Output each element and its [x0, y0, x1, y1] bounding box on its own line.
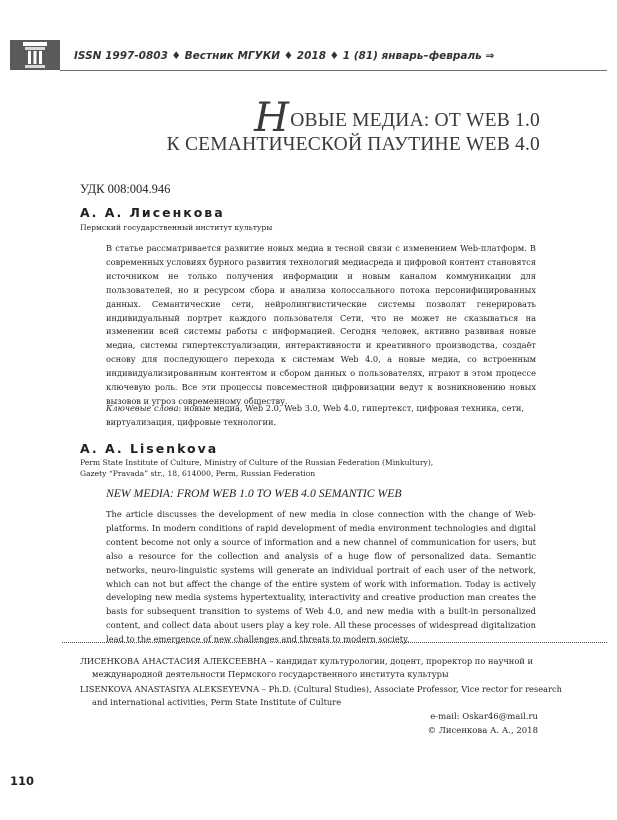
author-email: e-mail: Oskar46@mail.ru — [430, 712, 538, 722]
author-bio-en: LISENKOVA ANASTASIYA ALEKSEYEVNA – Ph.D. (Cultural Studies), Associate Professor, Vice rector for research and international activities, Perm State Institute of Culture — [80, 684, 563, 708]
abstract-ru: В статье рассматривается развитие новых медиа в тесной связи с изменением Web-платформ. В современных условиях бурного развития технологий медиасреда и цифровой контент становятся источником не только получения информации и новым каналом коммуникации для пользователей, но и ресурсом сбора и анализа колоссального потока персонифицированных данных. Семантические сети, нейролингвистические системы позволят генерировать индивидуальный портрет каждого пользователя Сети, что не может не сказываться на изменении всей системы работы с информацией. Сегодня человек, активно развивая новые медиа, системы гипертекстуализации, интерактивности и креативного производства, создаёт основу для последующего перехода к системам Web 4.0, а новые медиа, со встроенным индивидуализированным контентом и сбором данных о пользователях, играют в этом процессе ключевую роль. Все эти процессы повсеместной цифровизации ведут к возникновению новых вызовов и угроз современному обществу. — [106, 243, 536, 406]
journal-logo — [10, 40, 60, 70]
keywords-ru — [106, 402, 536, 430]
author-bio-ru: ЛИСЕНКОВА АНАСТАСИЯ АЛЕКСЕЕВНА – кандидат культурологии, доцент, проректор по научной и международной деятельности Пермского государственного института культуры — [80, 656, 534, 680]
keywords-text: : новые медиа, Web 2.0, Web 3.0, Web 4.0, гипертекст, цифровая техника, сети, виртуализация, цифровые технологии. — [106, 403, 525, 427]
copyright: © Лисенкова А. А., 2018 — [427, 726, 538, 736]
header-rule — [60, 70, 607, 71]
udk-code: УДК 008:004.946 — [80, 182, 171, 196]
article-title-ru — [166, 95, 540, 157]
title-line-1: ОВЫЕ МЕДИА: ОТ WEB 1.0 — [290, 110, 540, 131]
keywords-label: Ключевые слова — [106, 403, 179, 413]
column-icon — [23, 42, 47, 68]
title-drop-cap: Н — [254, 95, 290, 141]
page-number: 110 — [10, 774, 35, 788]
author-name-en: A. A. Lisenkova — [80, 441, 219, 456]
abstract-en: The article discusses the development of new media in close connection with the change of Web-platforms. In modern conditions of rapid development of media environment technologies and digital content become not only a source of information and a new channel of communication for users, but also a resource for the collection and analysis of a huge flow of personalized data. Semantic networks, neuro-linguistic systems will generate an individual portrait of each user of the network, which can not but affect the change of the entire system of work with information. Today is actively developing new media systems hypertextuality, interactivity and creative production man creates the basis for subsequent transition to systems of Web 4.0, and new media with a built-in personalized content, and collect data about users play a key role. All these processes of widespread digitalization lead to the emergence of new challenges and threats to modern society. — [106, 509, 536, 645]
affiliation-ru: Пермский государственный институт культуры — [80, 223, 273, 232]
affiliation-en-line-2: Gazety “Pravada” str., 18, 614000, Perm, Russian Federation — [80, 469, 316, 478]
article-title-en: NEW MEDIA: FROM WEB 1.0 TO WEB 4.0 SEMANTIC WEB — [106, 487, 402, 500]
journal-header — [10, 40, 607, 74]
journal-info: ISSN 1997-0803 ♦ Вестник МГУКИ ♦ 2018 ♦ 1 (81) январь–февраль ⇒ — [74, 50, 495, 62]
author-name-ru: А. А. Лисенкова — [80, 205, 225, 220]
affiliation-en-line-1: Perm State Institute of Culture, Ministry of Culture of the Russian Federation (Minkultury), — [80, 458, 434, 467]
title-line-2: К СЕМАНТИЧЕСКОЙ ПАУТИНЕ WEB 4.0 — [166, 134, 540, 155]
dotted-divider — [62, 642, 607, 643]
